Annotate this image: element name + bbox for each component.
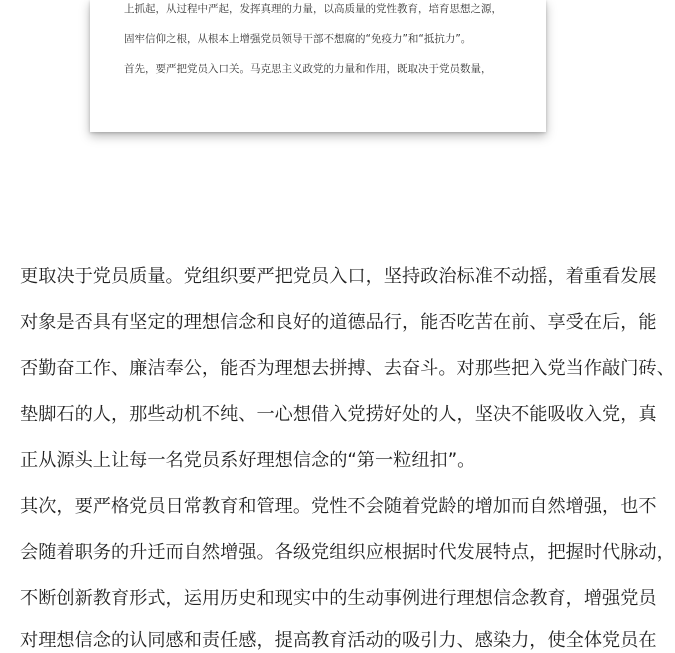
body-line-1: 更取决于党员质量。党组织要严把党员入口，坚持政治标准不动摇，着重看发展 [20,266,657,287]
body-line-8: 不断创新教育形式，运用历史和现实中的生动事例进行理想信念教育，增强党员 [20,588,657,609]
body-line-6: 其次，要严格党员日常教育和管理。党性不会随着党龄的增加而自然增强，也不 [20,496,657,517]
preview-line-3: 首先，要严把党员入口关。马克思主义政党的力量和作用，既取决于党员数量， [124,63,492,75]
body-line-5: 正从源头上让每一名党员系好理想信念的“第一粒纽扣”。 [20,450,476,471]
document-preview-card [90,0,546,132]
preview-line-2: 固牢信仰之根，从根本上增强党员领导干部不想腐的“免疫力”和“抵抗力”。 [124,33,472,45]
body-line-9: 对理想信念的认同感和责任感，提高教育活动的吸引力、感染力，使全体党员在 [20,630,657,651]
body-line-3: 否勤奋工作、廉洁奉公，能否为理想去拼搏、去奋斗。对那些把入党当作敲门砖、 [20,358,675,379]
preview-line-1: 上抓起，从过程中严起，发挥真理的力量，以高质量的党性教育，培育思想之源， [124,3,502,15]
body-line-7: 会随着职务的升迁而自然增强。各级党组织应根据时代发展特点，把握时代脉动， [20,542,675,563]
body-line-4: 垫脚石的人，那些动机不纯、一心想借入党捞好处的人，坚决不能吸收入党，真 [20,404,657,425]
body-line-2: 对象是否具有坚定的理想信念和良好的道德品行，能否吃苦在前、享受在后，能 [20,312,657,333]
